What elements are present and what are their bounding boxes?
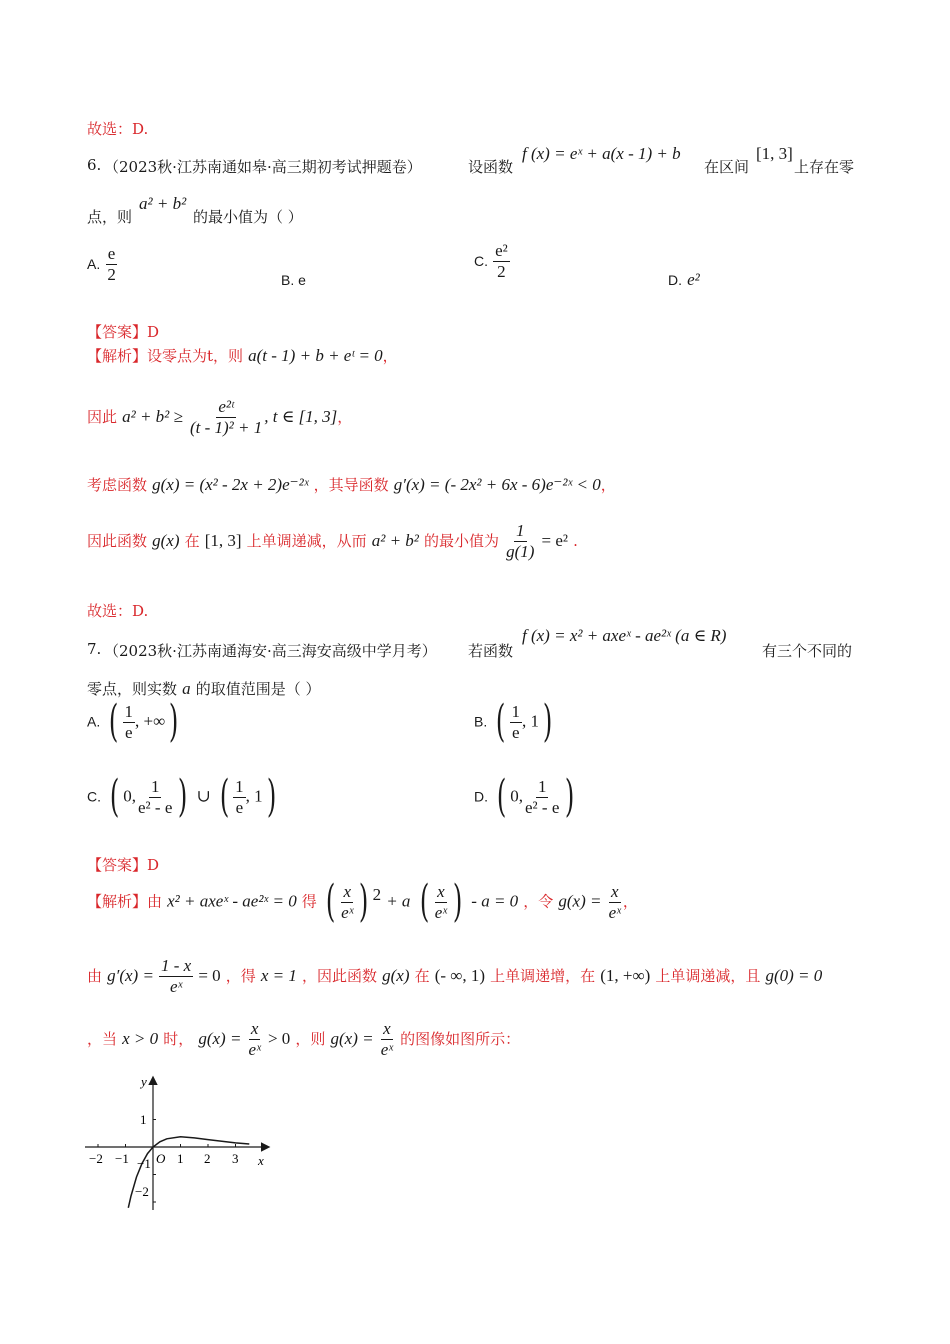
g-symbol: g(x) bbox=[152, 530, 180, 550]
right-paren: ) bbox=[359, 876, 369, 927]
term: - a = 0 bbox=[471, 891, 519, 911]
analysis-text: 上单调递增，在 bbox=[490, 966, 596, 985]
analysis-text: 的最小值为 bbox=[423, 531, 499, 550]
punct: ， bbox=[600, 476, 616, 494]
q7-stem-d: 的取值范围是（ ） bbox=[195, 680, 321, 698]
analysis-text: 在 bbox=[414, 966, 430, 985]
left-paren: ( bbox=[496, 696, 506, 747]
q6-option-b[interactable]: B. e bbox=[281, 272, 306, 288]
left-paren: ( bbox=[496, 771, 507, 822]
option-head: 0, bbox=[123, 786, 137, 806]
fraction: $\frac{x}{\text{eˣ}}$ bbox=[248, 1019, 261, 1059]
q6-conclusion: 故选：D. bbox=[87, 602, 149, 620]
fraction: $\frac{1}{e}$ bbox=[511, 701, 520, 742]
q6-answer: 【答案】D bbox=[87, 323, 160, 341]
fraction: $\frac{\text{e²}}{2}$ bbox=[495, 241, 508, 281]
analysis-text: 因此函数 bbox=[87, 531, 148, 550]
left-paren: ( bbox=[109, 771, 120, 822]
q7-answer: 【答案】D bbox=[87, 856, 160, 874]
fraction: $\frac{1}{\text{e² - e}}$ bbox=[525, 776, 560, 817]
right-paren: ) bbox=[266, 771, 276, 822]
condition: x > 0 bbox=[122, 1028, 159, 1048]
y-tick-label: 1 bbox=[140, 1112, 147, 1127]
punct: ， bbox=[337, 407, 353, 426]
fraction: $\frac{1}{e}$ bbox=[124, 701, 133, 742]
fraction: $\frac{\text{e²ᵗ}}{\text{(t - 1)² + 1}}$ bbox=[189, 397, 263, 437]
left-paren: ( bbox=[219, 771, 230, 822]
q6-stem-b: 在区间 bbox=[704, 158, 750, 176]
q7-stem-a: 若函数 bbox=[468, 642, 514, 660]
inequality-lhs: a² + b² ≥ bbox=[122, 406, 183, 426]
analysis-text: 在 bbox=[184, 531, 200, 550]
g-definition: g(x) = bbox=[198, 1028, 242, 1048]
q6-source: （2023秋·江苏南通如皋·高三期初考试押题卷） bbox=[104, 158, 422, 176]
option-key: A. bbox=[87, 255, 101, 272]
punct: ， bbox=[622, 892, 638, 911]
right-paren: ) bbox=[169, 696, 179, 747]
y-axis-label: y bbox=[141, 1074, 147, 1089]
inequality-rhs: , t ∈ [1, 3] bbox=[264, 406, 338, 426]
interval: [1, 3] bbox=[204, 530, 242, 550]
fraction: $\frac{x}{\text{eˣ}}$ bbox=[608, 881, 621, 922]
analysis-text: 得 bbox=[301, 892, 317, 911]
right-paren: ) bbox=[542, 696, 553, 747]
option-tail: , 1 bbox=[245, 786, 263, 806]
analysis-text: ，其导函数 bbox=[313, 476, 389, 494]
union-symbol: ∪ bbox=[196, 786, 211, 806]
result: = e² bbox=[541, 530, 568, 550]
q6-stem-a: 设函数 bbox=[468, 158, 514, 176]
fraction: $\frac{1}{e}$ bbox=[235, 776, 244, 817]
x-tick-label: −1 bbox=[115, 1151, 129, 1166]
origin-label: O bbox=[156, 1151, 166, 1166]
analysis-text: ，令 bbox=[523, 892, 554, 911]
analysis-text: 由 bbox=[87, 966, 103, 985]
q7-stem-b: 有三个不同的 bbox=[762, 642, 853, 660]
q7-option-a[interactable] bbox=[87, 696, 182, 747]
q7-option-b[interactable] bbox=[474, 696, 556, 747]
option-key: C. bbox=[87, 788, 101, 805]
x-tick-label: 3 bbox=[232, 1151, 239, 1166]
q6-expr: a² + b² bbox=[139, 194, 187, 213]
analysis-text: 设零点为t，则 bbox=[147, 347, 244, 365]
critical-point: x = 1 bbox=[260, 965, 297, 985]
fraction: $\frac{1}{g(1)}$ bbox=[506, 521, 535, 561]
x-tick-label: −2 bbox=[89, 1151, 103, 1166]
function-graph bbox=[80, 1070, 280, 1215]
analysis-text: ，得 bbox=[225, 966, 256, 985]
g-at-zero: g(0) = 0 bbox=[765, 965, 823, 985]
option-key: A. bbox=[87, 713, 101, 730]
option-key: D. bbox=[668, 272, 682, 288]
option-key: C. bbox=[474, 252, 488, 269]
analysis-text: ，则 bbox=[295, 1029, 326, 1048]
x-axis-label: x bbox=[258, 1153, 264, 1168]
analysis-equation: a(t - 1) + b + eᵗ = 0 bbox=[248, 346, 383, 365]
q7-option-c[interactable] bbox=[87, 771, 280, 822]
q7-stem-c: 零点，则实数 bbox=[87, 680, 178, 698]
q6-option-d[interactable] bbox=[668, 270, 700, 290]
fraction: $\frac{e}{2}$ bbox=[107, 244, 116, 284]
option-key: B. bbox=[474, 713, 488, 730]
g-derivative: g′(x) = (- 2x² + 6x - 6)e⁻²ˣ < 0 bbox=[393, 475, 601, 494]
x-tick-label: 2 bbox=[204, 1151, 211, 1166]
left-paren: ( bbox=[419, 876, 429, 927]
fraction: $\frac{x}{\text{eˣ}}$ bbox=[434, 881, 448, 922]
analysis-label: 【解析】 bbox=[87, 347, 148, 365]
fraction: $\frac{1 - x}{\text{eˣ}}$ bbox=[161, 956, 192, 996]
g-symbol: g(x) bbox=[382, 965, 410, 985]
positive: > 0 bbox=[267, 1028, 291, 1048]
interval: (1, +∞) bbox=[600, 965, 651, 985]
punct: ， bbox=[382, 347, 398, 365]
analysis-text: 上单调递减，且 bbox=[655, 966, 761, 985]
analysis-text: 考虑函数 bbox=[87, 476, 148, 494]
left-paren: ( bbox=[325, 876, 336, 927]
q7-source: （2023秋·江苏南通海安·高三海安高级中学月考） bbox=[104, 642, 437, 660]
analysis-text: 由 bbox=[147, 892, 163, 911]
interval: (- ∞, 1) bbox=[434, 965, 486, 985]
q7-option-d[interactable] bbox=[474, 771, 579, 822]
analysis-text: ，当 bbox=[87, 1029, 118, 1048]
q7-function: f (x) = x² + axeˣ - ae²ˣ (a ∈ R) bbox=[522, 626, 727, 645]
option-tail: , +∞ bbox=[135, 711, 166, 731]
q6-stem-d: 点，则 bbox=[87, 208, 133, 226]
option-head: 0, bbox=[510, 786, 524, 806]
q6-option-a[interactable] bbox=[87, 245, 118, 284]
fraction: $\frac{x}{\text{eˣ}}$ bbox=[341, 881, 354, 922]
q6-stem-c: 上存在零 bbox=[794, 158, 855, 176]
fraction: $\frac{1}{\text{e² - e}}$ bbox=[138, 776, 173, 817]
right-paren: ) bbox=[178, 771, 188, 822]
equation: x² + axeˣ - ae²ˣ = 0 bbox=[167, 891, 297, 911]
analysis-text: ，因此函数 bbox=[302, 966, 378, 985]
option-tail: , 1 bbox=[522, 711, 539, 731]
y-tick-label: −2 bbox=[135, 1184, 149, 1199]
q7-number: 7. bbox=[87, 640, 102, 658]
g-definition: g(x) = (x² - 2x + 2)e⁻²ˣ bbox=[152, 475, 309, 494]
x-tick-label: 1 bbox=[177, 1151, 184, 1166]
fraction: $\frac{x}{\text{eˣ}}$ bbox=[380, 1019, 394, 1059]
punct: . bbox=[573, 531, 578, 550]
analysis-label: 【解析】 bbox=[87, 892, 148, 911]
g-definition: g(x) = bbox=[558, 891, 602, 911]
q6-option-c[interactable] bbox=[474, 242, 510, 281]
q6-function: f (x) = eˣ + a(x - 1) + b bbox=[522, 144, 681, 163]
term: + a bbox=[386, 891, 411, 911]
analysis-text: 因此 bbox=[87, 407, 118, 426]
q6-stem-e: 的最小值为（ ） bbox=[193, 208, 303, 226]
right-paren: ) bbox=[565, 771, 575, 822]
left-paren: ( bbox=[109, 696, 119, 747]
analysis-text: 上单调递减，从而 bbox=[246, 531, 367, 550]
q7-var: a bbox=[182, 679, 191, 698]
y-tick-label: −1 bbox=[137, 1156, 151, 1171]
option-key: D. bbox=[474, 788, 488, 805]
right-paren: ) bbox=[452, 876, 463, 927]
exponent: 2 bbox=[372, 885, 382, 905]
q5-conclusion: 故选：D. bbox=[87, 120, 149, 138]
option-value: e² bbox=[687, 270, 700, 289]
q6-number: 6. bbox=[87, 156, 102, 174]
analysis-text: 时， bbox=[163, 1029, 194, 1048]
q6-interval: [1, 3] bbox=[756, 144, 793, 163]
expr: a² + b² bbox=[371, 530, 419, 550]
analysis-text: 的图像如图所示： bbox=[400, 1029, 521, 1048]
equals-zero: = 0 bbox=[198, 965, 221, 985]
g-definition: g(x) = bbox=[330, 1028, 374, 1048]
g-derivative: g′(x) = bbox=[107, 965, 154, 985]
